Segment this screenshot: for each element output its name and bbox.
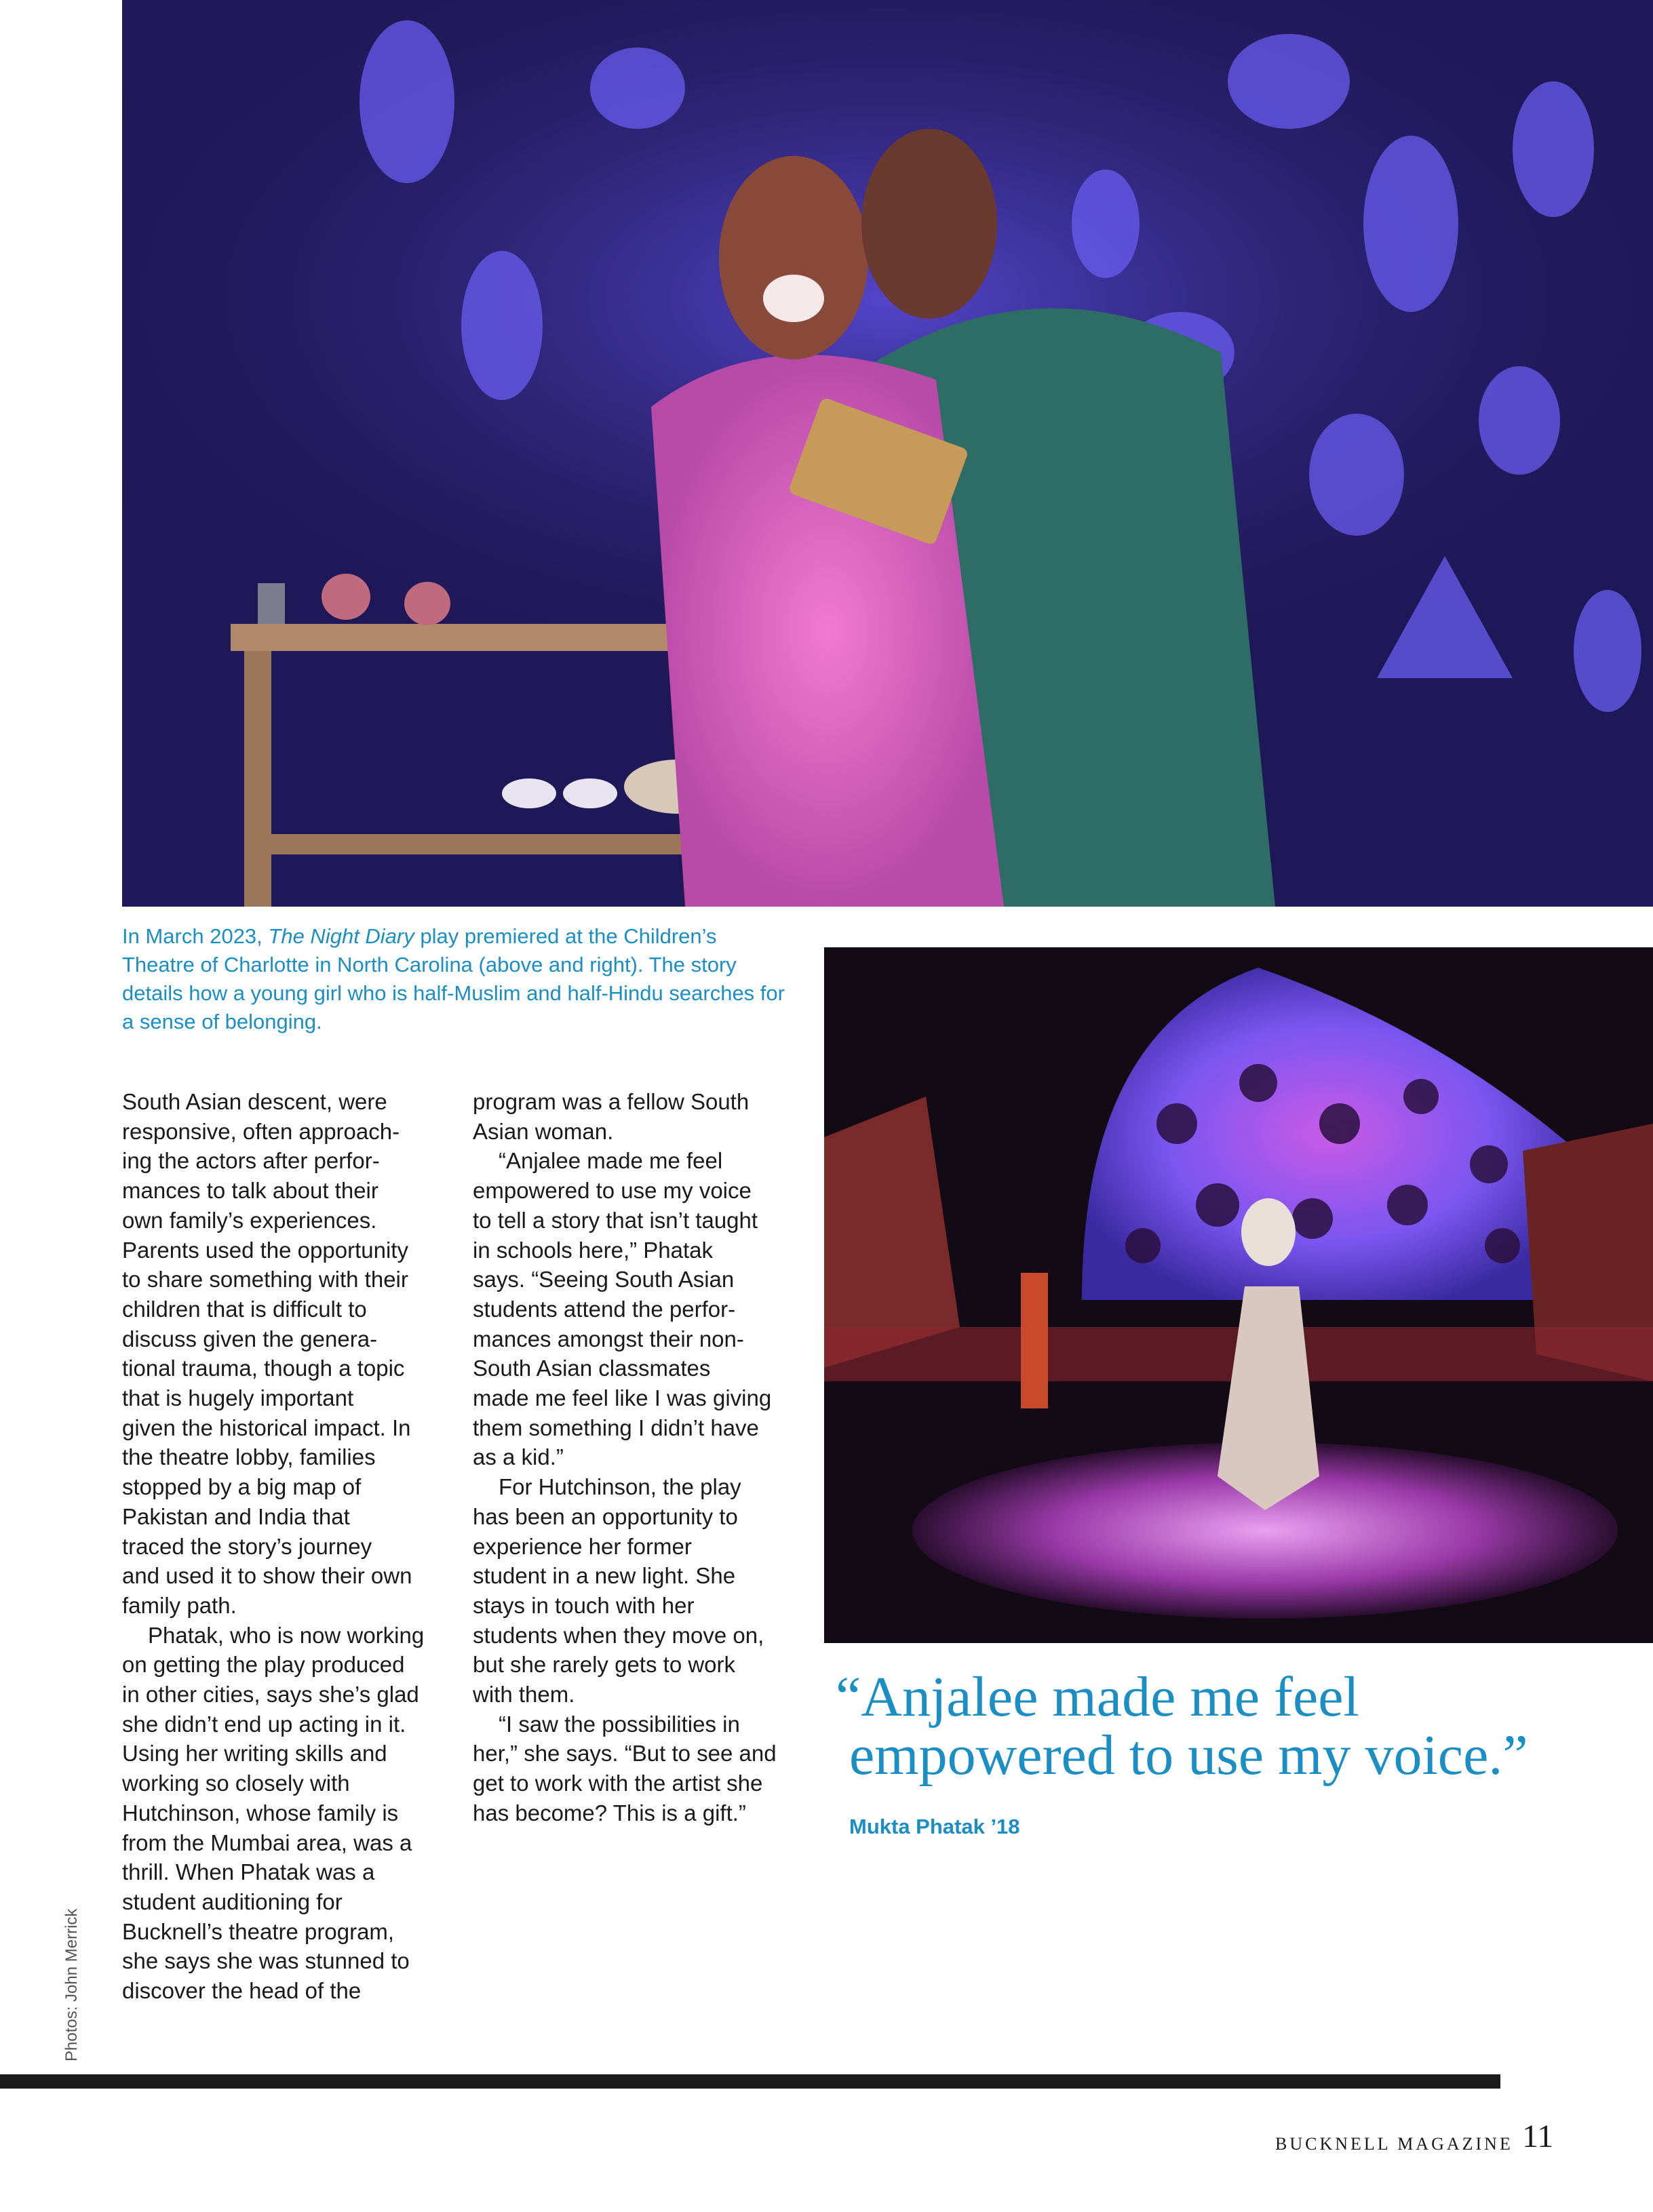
- body-line: working so closely with: [122, 1771, 350, 1796]
- body-line: stays in touch with her: [473, 1592, 695, 1618]
- caption-play-title: The Night Diary: [268, 924, 414, 948]
- pull-quote-attribution: Mukta Phatak ’18: [849, 1815, 1020, 1838]
- body-line: Parents used the opportunity: [122, 1237, 408, 1263]
- body-line: and used it to show their own: [122, 1563, 412, 1589]
- body-line: discuss given the genera-: [122, 1326, 378, 1351]
- top-stage-photo-art: [122, 0, 1653, 907]
- body-line: student in a new light. She: [473, 1563, 736, 1589]
- body-line: made me feel like I was giving: [473, 1385, 772, 1411]
- body-line: Asian woman.: [473, 1118, 614, 1144]
- body-line: program was a fellow South: [473, 1089, 750, 1114]
- body-line: students attend the perfor-: [473, 1296, 736, 1322]
- right-stage-photo: [824, 947, 1653, 1643]
- body-line: Pakistan and India that: [122, 1503, 350, 1529]
- right-stage-photo-art: [824, 947, 1653, 1643]
- caption-text-end: play premiered at the Children’s Theatre of Charlotte in North Carolina (above and right). The story details how a young girl who is half-Muslim and half-Hindu searches for a sense of belonging.: [122, 924, 785, 1033]
- body-line: get to work with the artist she: [473, 1771, 763, 1796]
- body-line: her,” she says. “But to see and: [473, 1741, 777, 1766]
- body-column-left: [122, 1087, 454, 2006]
- page-number: 11: [1522, 2118, 1554, 2154]
- body-line: ing the actors after perfor-: [122, 1148, 380, 1174]
- body-line: thrill. When Phatak was a: [122, 1859, 375, 1885]
- body-line: has become? This is a gift.”: [473, 1800, 746, 1825]
- body-column-right: [473, 1087, 812, 1828]
- body-line: family path.: [122, 1592, 237, 1618]
- body-line: to tell a story that isn’t taught: [473, 1207, 758, 1233]
- body-line: from the Mumbai area, was a: [122, 1830, 412, 1855]
- body-line: South Asian descent, were: [122, 1089, 387, 1114]
- body-line: says. “Seeing South Asian: [473, 1267, 735, 1292]
- body-line: them something I didn’t have: [473, 1415, 759, 1440]
- body-line: traced the story’s journey: [122, 1533, 372, 1559]
- photo-credit: Photos: John Merrick: [62, 1908, 81, 2061]
- body-line: For Hutchinson, the play: [499, 1474, 741, 1500]
- body-line: mances amongst their non-: [473, 1326, 744, 1351]
- body-line: she says she was stunned to: [122, 1948, 410, 1974]
- body-line: but she rarely gets to work: [473, 1652, 736, 1678]
- body-line: empowered to use my voice: [473, 1178, 752, 1204]
- body-line: “I saw the possibilities in: [499, 1711, 740, 1737]
- body-line: to share something with their: [122, 1267, 408, 1292]
- body-line: “Anjalee made me feel: [499, 1148, 723, 1174]
- body-line: own family’s experiences.: [122, 1207, 377, 1233]
- body-line: as a kid.”: [473, 1444, 564, 1470]
- body-line: students when they move on,: [473, 1622, 764, 1648]
- caption-text-start: In March 2023,: [122, 924, 269, 948]
- body-line: children that is difficult to: [122, 1296, 367, 1322]
- body-line: the theatre lobby, families: [122, 1444, 376, 1470]
- body-line: she didn’t end up acting in it.: [122, 1711, 406, 1737]
- body-line: that is hugely important: [122, 1385, 354, 1411]
- top-stage-photo: [122, 0, 1653, 907]
- body-line: Bucknell’s theatre program,: [122, 1918, 395, 1944]
- body-line: in schools here,” Phatak: [473, 1237, 714, 1263]
- body-line: Hutchinson, whose family is: [122, 1800, 399, 1825]
- pull-quote: [836, 1665, 1616, 1787]
- body-line: South Asian classmates: [473, 1356, 711, 1381]
- body-line: student auditioning for: [122, 1889, 343, 1914]
- body-line: tional trauma, though a topic: [122, 1356, 405, 1381]
- body-line: Using her writing skills and: [122, 1741, 387, 1766]
- body-line: stopped by a big map of: [122, 1474, 362, 1500]
- body-line: has been an opportunity to: [473, 1503, 738, 1529]
- footer-rule: [0, 2074, 1500, 2089]
- body-line: on getting the play produced: [122, 1652, 405, 1678]
- pull-quote-line: empowered to use my voice.”: [849, 1724, 1528, 1787]
- body-line: mances to talk about their: [122, 1178, 378, 1204]
- body-line: given the historical impact. In: [122, 1415, 411, 1440]
- body-line: responsive, often approach-: [122, 1118, 400, 1144]
- body-line: Phatak, who is now working: [148, 1622, 425, 1648]
- magazine-name: BUCKNELL MAGAZINE: [1275, 2134, 1513, 2154]
- pull-quote-line: “Anjalee made me feel: [836, 1665, 1359, 1729]
- body-line: in other cities, says she’s glad: [122, 1682, 419, 1707]
- photo-caption: [122, 922, 787, 1036]
- body-line: with them.: [473, 1682, 575, 1707]
- body-line: experience her former: [473, 1533, 692, 1559]
- body-line: discover the head of the: [122, 1978, 362, 2004]
